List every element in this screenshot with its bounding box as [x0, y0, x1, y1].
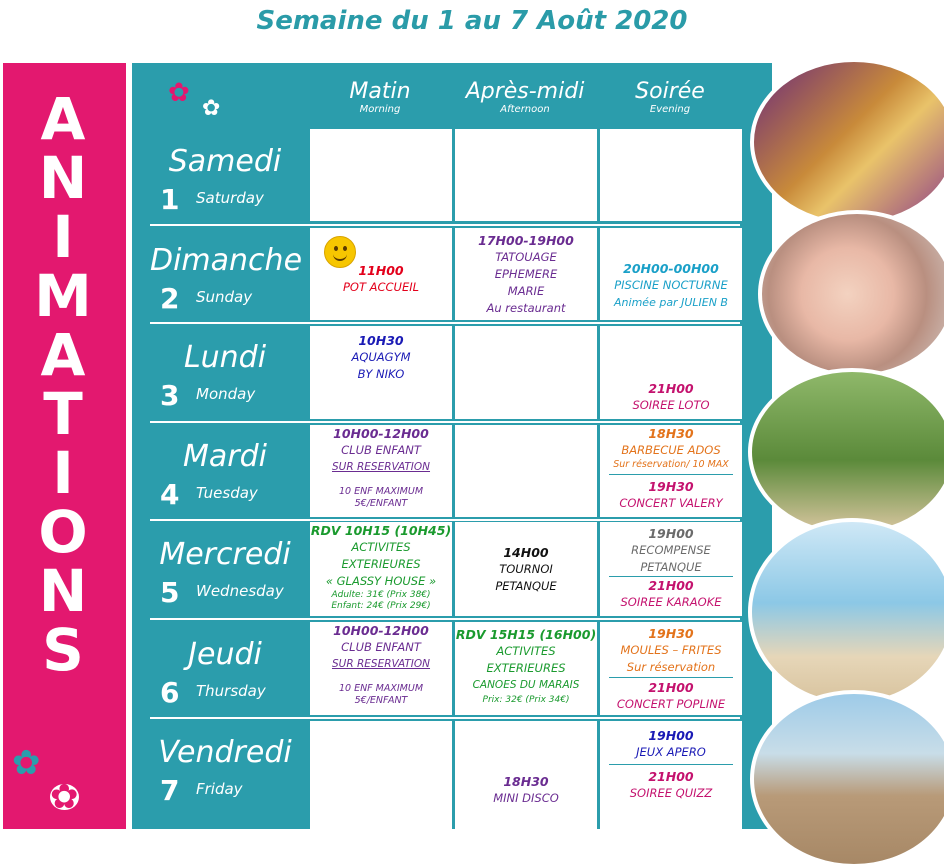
event-title: RECOMPENSE [631, 543, 711, 557]
day-name-en: Sunday [196, 288, 253, 306]
smiley-icon [324, 236, 356, 268]
day-name: Jeudi [188, 637, 262, 672]
column-label: Soirée [635, 79, 705, 104]
cell-saturday-afternoon [455, 129, 597, 221]
event-title: BARBECUE ADOS [621, 443, 721, 457]
event-title: EPHEMERE [494, 267, 558, 281]
day-label-sunday [150, 243, 303, 315]
cell-monday-evening [600, 326, 742, 419]
event-price: Prix: 32€ (Prix 34€) [482, 695, 570, 705]
cell-tuesday-evening [600, 425, 742, 517]
day-name-en: Monday [196, 385, 256, 403]
cell-saturday-evening [600, 129, 742, 221]
cell-divider [609, 474, 733, 475]
day-name-en: Wednesday [196, 582, 284, 600]
cell-thursday-morning [310, 622, 452, 715]
event-price: 5€/ENFANT [354, 695, 408, 706]
cell-sunday-evening [600, 228, 742, 320]
event-title: PETANQUE [495, 579, 557, 593]
event-price: Enfant: 24€ (Prix 29€) [331, 601, 431, 611]
cell-divider [609, 764, 733, 765]
column-header-afternoon [453, 80, 597, 116]
hibiscus-flower-icon: ✿ [202, 96, 221, 121]
cell-monday-afternoon [455, 326, 597, 419]
page-title: Semaine du 1 au 7 Août 2020 [256, 6, 688, 36]
event-time: 18H30 [503, 774, 549, 789]
day-name-en: Friday [196, 780, 243, 798]
event-price: Adulte: 31€ (Prix 38€) [331, 590, 431, 600]
cell-friday-morning [310, 721, 452, 829]
day-name: Samedi [168, 144, 282, 179]
event-time: 20H00-00H00 [623, 261, 719, 276]
event-time: 10H30 [358, 333, 404, 348]
day-label-tuesday [150, 439, 300, 511]
side-letter: S [42, 616, 84, 684]
event-title: PETANQUE [640, 560, 702, 574]
event-time: 17H00-19H00 [478, 233, 574, 248]
side-letter: M [34, 262, 92, 330]
column-label: Après-midi [465, 79, 585, 104]
cell-wednesday-morning [310, 522, 452, 616]
row-divider [150, 618, 740, 620]
cell-monday-morning [310, 326, 452, 419]
banner-divider [126, 63, 132, 829]
event-time: 21H00 [648, 381, 694, 396]
side-letter: I [52, 439, 74, 507]
event-title: MINI DISCO [493, 791, 559, 805]
day-name: Vendredi [158, 735, 292, 770]
photo-family-cycling [748, 368, 944, 536]
event-title: CONCERT VALERY [619, 496, 723, 510]
event-time: 11H00 [358, 263, 404, 278]
cell-thursday-afternoon [455, 622, 597, 715]
cell-sunday-morning [310, 228, 452, 320]
column-sublabel: Afternoon [500, 104, 550, 115]
day-name-en: Saturday [196, 189, 264, 207]
day-name: Lundi [183, 340, 267, 375]
event-title: ACTIVITES [496, 644, 556, 658]
column-header-morning [308, 80, 452, 116]
event-title: EXTERIEURES [341, 557, 421, 571]
event-title: JEUX APERO [636, 745, 706, 759]
row-divider [150, 717, 740, 719]
cell-friday-evening [600, 721, 742, 829]
row-divider [150, 224, 740, 226]
day-name: Mercredi [159, 537, 291, 572]
column-sublabel: Morning [359, 104, 401, 115]
event-note: SUR RESERVATION [331, 461, 431, 473]
day-number: 1 [160, 183, 180, 216]
day-name: Dimanche [150, 243, 303, 278]
event-host: BY NIKO [357, 367, 405, 381]
hibiscus-flower-icon: ✿ [12, 743, 41, 783]
event-host: MARIE [507, 284, 545, 298]
event-time: 19H00 [648, 526, 694, 541]
event-note: 10 ENF MAXIMUM [338, 683, 424, 694]
day-number: 2 [160, 282, 180, 315]
side-letter: O [38, 498, 88, 566]
side-label-animations [3, 85, 123, 684]
event-title: PISCINE NOCTURNE [614, 278, 728, 292]
event-title: AQUAGYM [351, 350, 411, 364]
event-note: 10 ENF MAXIMUM [338, 486, 424, 497]
cell-wednesday-afternoon [455, 522, 597, 616]
cell-divider [609, 677, 733, 678]
event-title: SOIREE QUIZZ [629, 786, 713, 800]
event-title: EXTERIEURES [486, 661, 566, 675]
event-title: CONCERT POPLINE [616, 697, 726, 711]
event-time: 21H00 [648, 680, 694, 695]
column-sublabel: Evening [649, 104, 691, 115]
day-label-monday [150, 340, 300, 412]
side-letter: N [38, 557, 88, 625]
day-label-saturday [150, 144, 300, 216]
event-time: 14H00 [503, 545, 549, 560]
event-time: RDV 15H15 (16H00) [455, 627, 597, 642]
event-title: SOIREE KARAOKE [620, 595, 722, 609]
event-note: Sur réservation [626, 660, 716, 674]
column-label: Matin [349, 79, 411, 104]
photo-family-beach [748, 518, 944, 706]
event-location: CANOES DU MARAIS [472, 679, 580, 691]
event-title: TATOUAGE [495, 250, 557, 264]
event-time: 19H00 [648, 728, 694, 743]
event-location: Au restaurant [486, 301, 566, 315]
cell-tuesday-afternoon [455, 425, 597, 517]
event-title: POT ACCUEIL [342, 280, 420, 294]
photo-beach-football [750, 690, 944, 868]
cell-wednesday-evening [600, 522, 742, 616]
day-label-wednesday [150, 537, 300, 609]
event-price: 5€/ENFANT [354, 498, 408, 509]
event-time: 18H30 [648, 426, 694, 441]
row-divider [150, 519, 740, 521]
row-divider [150, 322, 740, 324]
day-label-friday [150, 735, 300, 807]
cell-thursday-evening [600, 622, 742, 715]
side-letter: T [43, 380, 83, 448]
cell-saturday-morning [310, 129, 452, 221]
event-time: 21H00 [648, 578, 694, 593]
hibiscus-flower-icon: ✿ [168, 78, 190, 108]
event-title: ACTIVITES [351, 540, 411, 554]
day-label-thursday [150, 637, 300, 709]
day-number: 5 [160, 576, 180, 609]
cell-sunday-afternoon [455, 228, 597, 320]
side-letter: A [40, 85, 86, 153]
day-number: 4 [160, 478, 180, 511]
day-name-en: Thursday [196, 682, 266, 700]
side-letter: N [38, 144, 88, 212]
event-host: Animée par JULIEN B [614, 296, 728, 309]
cell-friday-afternoon [455, 721, 597, 829]
side-letter: I [52, 203, 74, 271]
event-title: SOIREE LOTO [632, 398, 710, 412]
event-time: RDV 10H15 (10H45) [310, 523, 452, 538]
event-title: TOURNOI [499, 562, 553, 576]
column-header-evening [598, 80, 742, 116]
day-number: 6 [160, 676, 180, 709]
photo-saxophone [750, 58, 944, 226]
event-time: 19H30 [648, 479, 694, 494]
photo-face-painting [758, 210, 944, 378]
event-time: 10H00-12H00 [333, 426, 429, 441]
event-title: MOULES – FRITES [620, 643, 722, 657]
cell-tuesday-morning [310, 425, 452, 517]
event-note: Sur réservation/ 10 MAX [613, 459, 729, 470]
event-time: 21H00 [648, 769, 694, 784]
day-number: 3 [160, 379, 180, 412]
event-title: CLUB ENFANT [341, 640, 421, 654]
day-number: 7 [160, 774, 180, 807]
event-location: « GLASSY HOUSE » [325, 574, 437, 588]
event-note: SUR RESERVATION [331, 658, 431, 670]
day-name-en: Tuesday [196, 484, 258, 502]
event-time: 10H00-12H00 [333, 623, 429, 638]
event-title: CLUB ENFANT [341, 443, 421, 457]
hibiscus-flower-icon: ✿ [50, 777, 79, 817]
day-name: Mardi [183, 439, 267, 474]
event-time: 19H30 [648, 626, 694, 641]
side-letter: A [40, 321, 86, 389]
row-divider [150, 421, 740, 423]
